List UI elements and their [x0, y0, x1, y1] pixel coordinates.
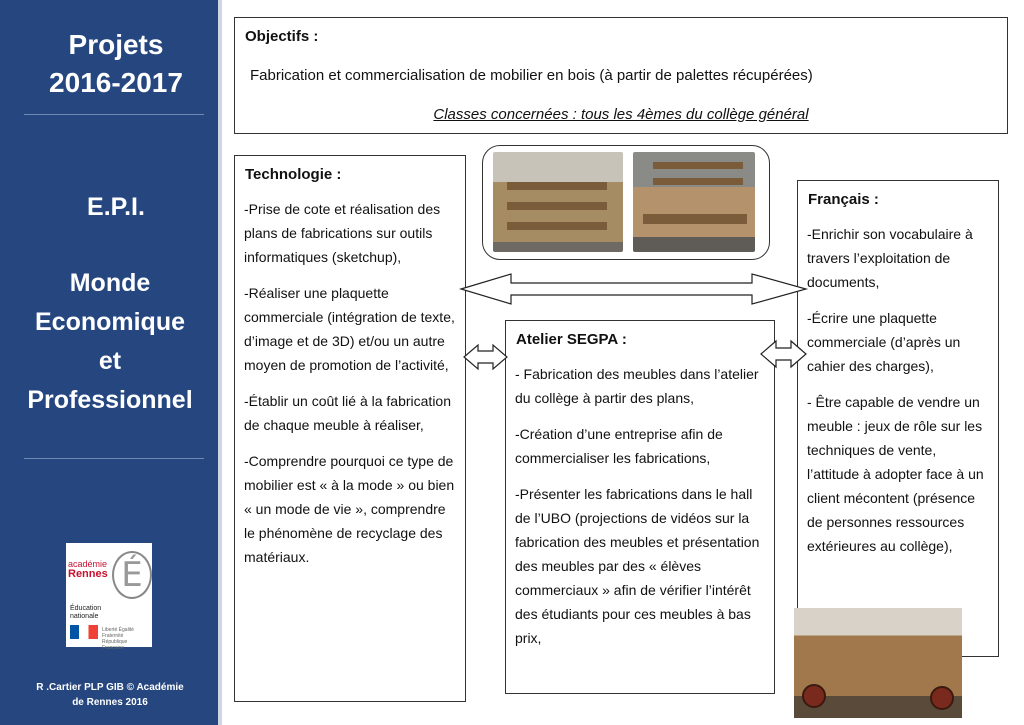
- francais-title: Français :: [808, 191, 879, 208]
- logo-text: académie Rennes: [68, 559, 108, 580]
- technologie-item: -Établir un coût lié à la fabrication de chaque meuble à réaliser,: [244, 393, 451, 433]
- projets-label: Projets: [68, 29, 164, 60]
- atelier-title: Atelier SEGPA :: [516, 331, 627, 348]
- technologie-title: Technologie :: [245, 166, 342, 183]
- logo-e-icon: É: [112, 551, 152, 599]
- atelier-item: -Création d’une entreprise afin de commercialiser les fabrications,: [515, 426, 723, 466]
- objectifs-title: Objectifs :: [245, 28, 319, 45]
- monde-line-2: Economique: [34, 308, 185, 336]
- francais-item: - Être capable de vendre un meuble : jeux de rôle sur les techniques de vente, l’attitude à adopter face à un client mécontent (présence de personnes ressources extérieures au collège),: [807, 394, 984, 554]
- atelier-item: -Présenter les fabrications dans le hall de l’UBO (projections de vidéos sur la fabrication des meubles et présentation des meubles par des « élèves commerciaux » afin de vérifier l’intérêt des étudiants pour ces meubles à bas prix,: [515, 486, 760, 646]
- logo-subtext: Éducation nationale: [70, 605, 102, 620]
- francais-item: -Enrichir son vocabulaire à travers l’exploitation de documents,: [807, 226, 973, 290]
- double-arrow-atelier-francais: [761, 341, 806, 367]
- technologie-item: -Comprendre pourquoi ce type de mobilier est « à la mode » ou bien « un mode de vie », comprendre le phénomène de recyclage des matériaux.: [244, 453, 455, 565]
- monde-line-3: et: [98, 347, 122, 375]
- logo-motto: Liberté Égalité Fraternité République Française: [102, 627, 134, 651]
- objectifs-text: Fabrication et commercialisation de mobilier en bois (à partir de palettes récupérées): [250, 67, 813, 84]
- atelier-item: - Fabrication des meubles dans l’atelier du collège à partir des plans,: [515, 366, 759, 406]
- epi-label: E.P.I.: [87, 193, 145, 221]
- technologie-item: -Prise de cote et réalisation des plans de fabrications sur outils informatiques (sketchup),: [244, 201, 441, 265]
- credit: R .Cartier PLP GIB © Académie de Rennes 2016: [36, 682, 184, 708]
- monde-line-4: Professionnel: [27, 386, 193, 414]
- classes-concernees: Classes concernées : tous les 4èmes du collège général: [433, 106, 809, 123]
- monde-line-1: Monde: [69, 269, 151, 297]
- technologie-item: -Réaliser une plaquette commerciale (intégration de texte, d’image et de 3D) et/ou un autre moyen de promotion de l’activité,: [244, 285, 455, 373]
- francais-item: -Écrire une plaquette commerciale (d’après un cahier des charges),: [807, 310, 961, 374]
- projets-years: 2016-2017: [49, 67, 183, 98]
- double-arrow-techno-atelier: [464, 345, 507, 369]
- double-arrow-techno-francais: [461, 274, 806, 304]
